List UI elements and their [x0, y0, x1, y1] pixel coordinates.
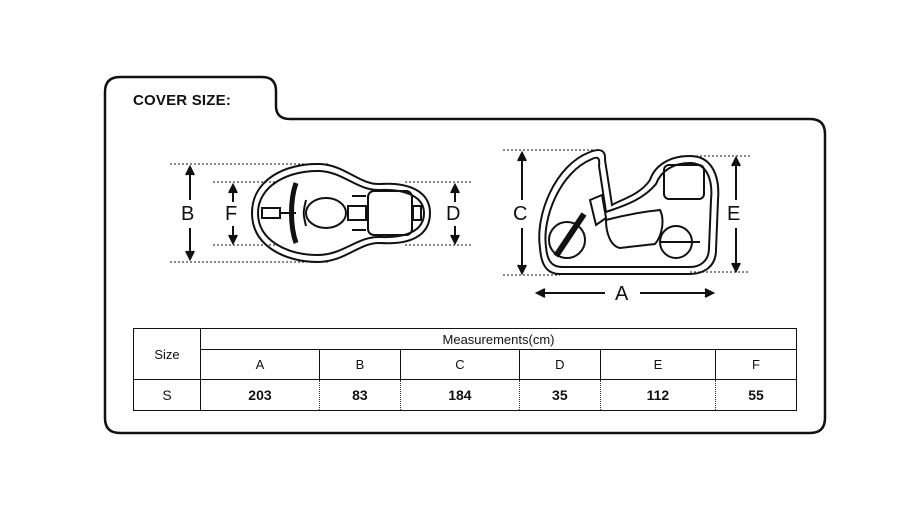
size-cell: S: [134, 380, 201, 411]
dimension-label-a: A: [615, 283, 629, 305]
measurements-table: [133, 328, 797, 411]
column-header: C: [400, 350, 519, 380]
value-cell: 112: [600, 380, 715, 411]
top-view-diagram: [170, 164, 472, 262]
dimension-label-c: C: [513, 203, 528, 225]
column-header: F: [716, 350, 797, 380]
measurements-header: Measurements(cm): [201, 329, 797, 350]
cover-size-title: COVER SIZE:: [133, 92, 232, 109]
column-header: D: [519, 350, 600, 380]
value-cell: 35: [519, 380, 600, 411]
dimension-label-f: F: [225, 203, 238, 225]
column-header: E: [600, 350, 715, 380]
value-cell: 184: [400, 380, 519, 411]
dimension-label-b: B: [181, 203, 195, 225]
value-cell: 83: [319, 380, 400, 411]
table-row: [134, 380, 797, 411]
column-header: A: [201, 350, 320, 380]
value-cell: 203: [201, 380, 320, 411]
side-view-diagram: [503, 150, 750, 297]
size-header: Size: [134, 329, 201, 380]
dimension-label-d: D: [446, 203, 461, 225]
value-cell: 55: [716, 380, 797, 411]
column-header: B: [319, 350, 400, 380]
dimension-label-e: E: [727, 203, 741, 225]
